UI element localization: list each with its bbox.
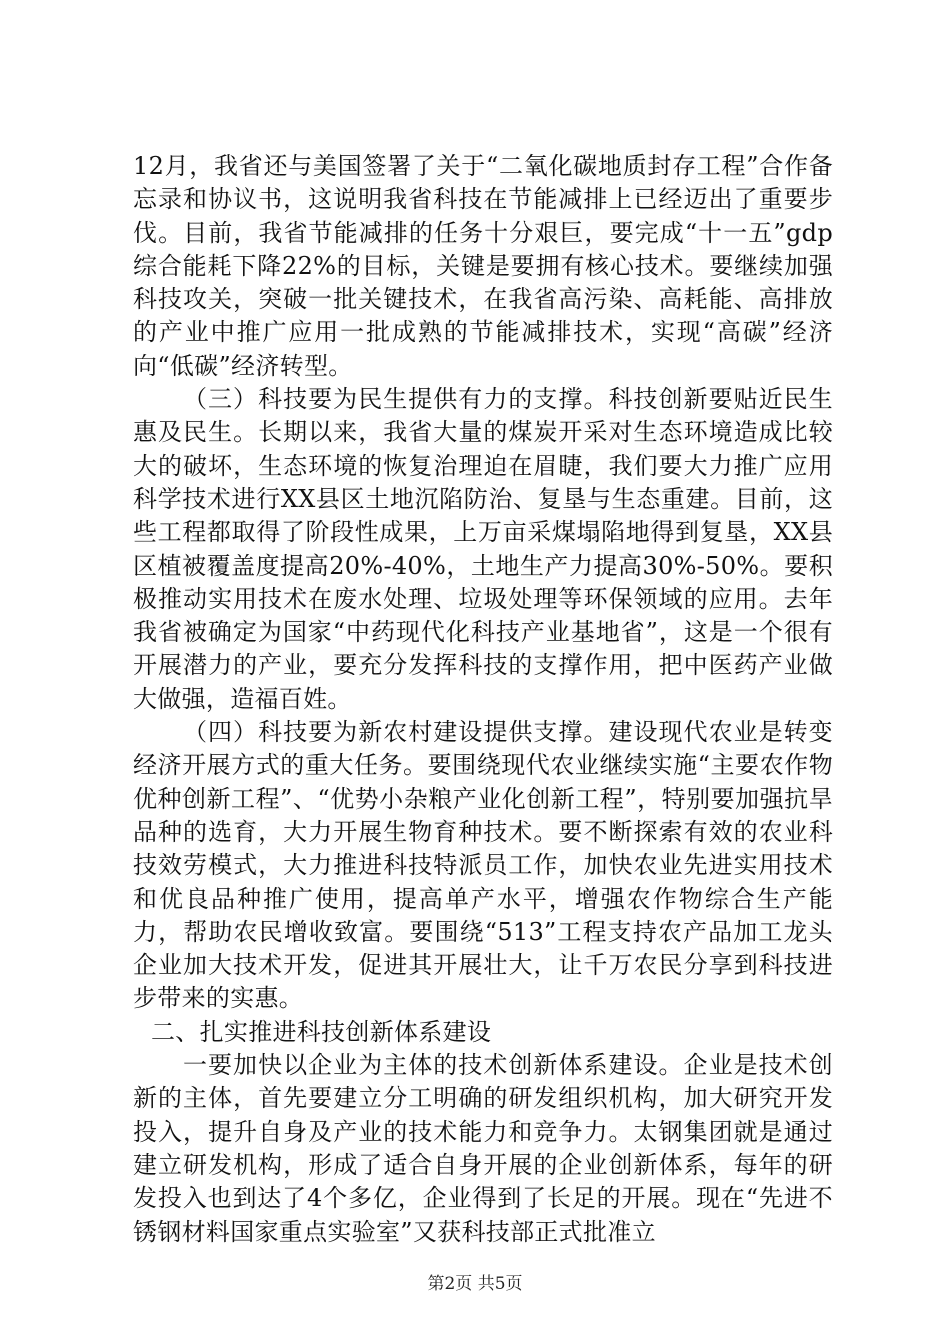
paragraph-continuation: 12月，我省还与美国签署了关于“二氧化碳地质封存工程”合作备忘录和协议书，这说明我省科技在节能减排上已经迈出了重要步伐。目前，我省节能减排的任务十分艰巨，要完成“十一五”gdp综合能耗下降22%的目标，关键是要拥有核心技术。要继续加强科技攻关，突破一批关键技术，在我省高污染、高耗能、高排放的产业中推广应用一批成熟的节能减排技术，实现“高碳”经济向“低碳”经济转型。 [133,152,833,380]
page-number: 第2页 共5页 [427,1274,523,1294]
page-footer [0,1274,950,1294]
section-heading: 二、扎实推进科技创新体系建设 [151,1017,492,1046]
paragraph-enterprise-innovation: 一要加快以企业为主体的技术创新体系建设。企业是技术创新的主体，首先要建立分工明确的研发组织机构，加大研究开发投入，提升自身及产业的技术能力和竞争力。太钢集团就是通过建立研发机构，形成了适合自身开展的企业创新体系，每年的研发投入也到达了4个多亿，企业得到了长足的开展。现在“先进不锈钢材料国家重点实验室”又获科技部正式批准立 [133,1051,833,1246]
document-body [133,150,833,1249]
paragraph-science-livelihood: （三）科技要为民生提供有力的支撑。科技创新要贴近民生惠及民生。长期以来，我省大量的煤炭开采对生态环境造成比较大的破坏，生态环境的恢复治理迫在眉睫，我们要大力推广应用科学技术进行XX县区土地沉陷防治、复垦与生态重建。目前，这些工程都取得了阶段性成果，上万亩采煤塌陷地得到复垦，XX县区植被覆盖度提高20%-40%，土地生产力提高30%-50%。要积极推动实用技术在废水处理、垃圾处理等环保领域的应用。去年我省被确定为国家“中药现代化科技产业基地省”，这是一个很有开展潜力的产业，要充分发挥科技的支撑作用，把中医药产业做大做强，造福百姓。 [133,385,833,713]
paragraph-new-countryside: （四）科技要为新农村建设提供支撑。建设现代农业是转变经济开展方式的重大任务。要围绕现代农业继续实施“主要农作物优种创新工程”、“优势小杂粮产业化创新工程”，特别要加强抗旱品种的选育，大力开展生物育种技术。要不断探索有效的农业科技效劳模式，大力推进科技特派员工作，加快农业先进实用技术和优良品种推广使用，提高单产水平，增强农作物综合生产能力，帮助农民增收致富。要围绕“513”工程支持农产品加工龙头企业加大技术开发，促进其开展壮大，让千万农民分享到科技进步带来的实惠。 [133,718,833,1013]
